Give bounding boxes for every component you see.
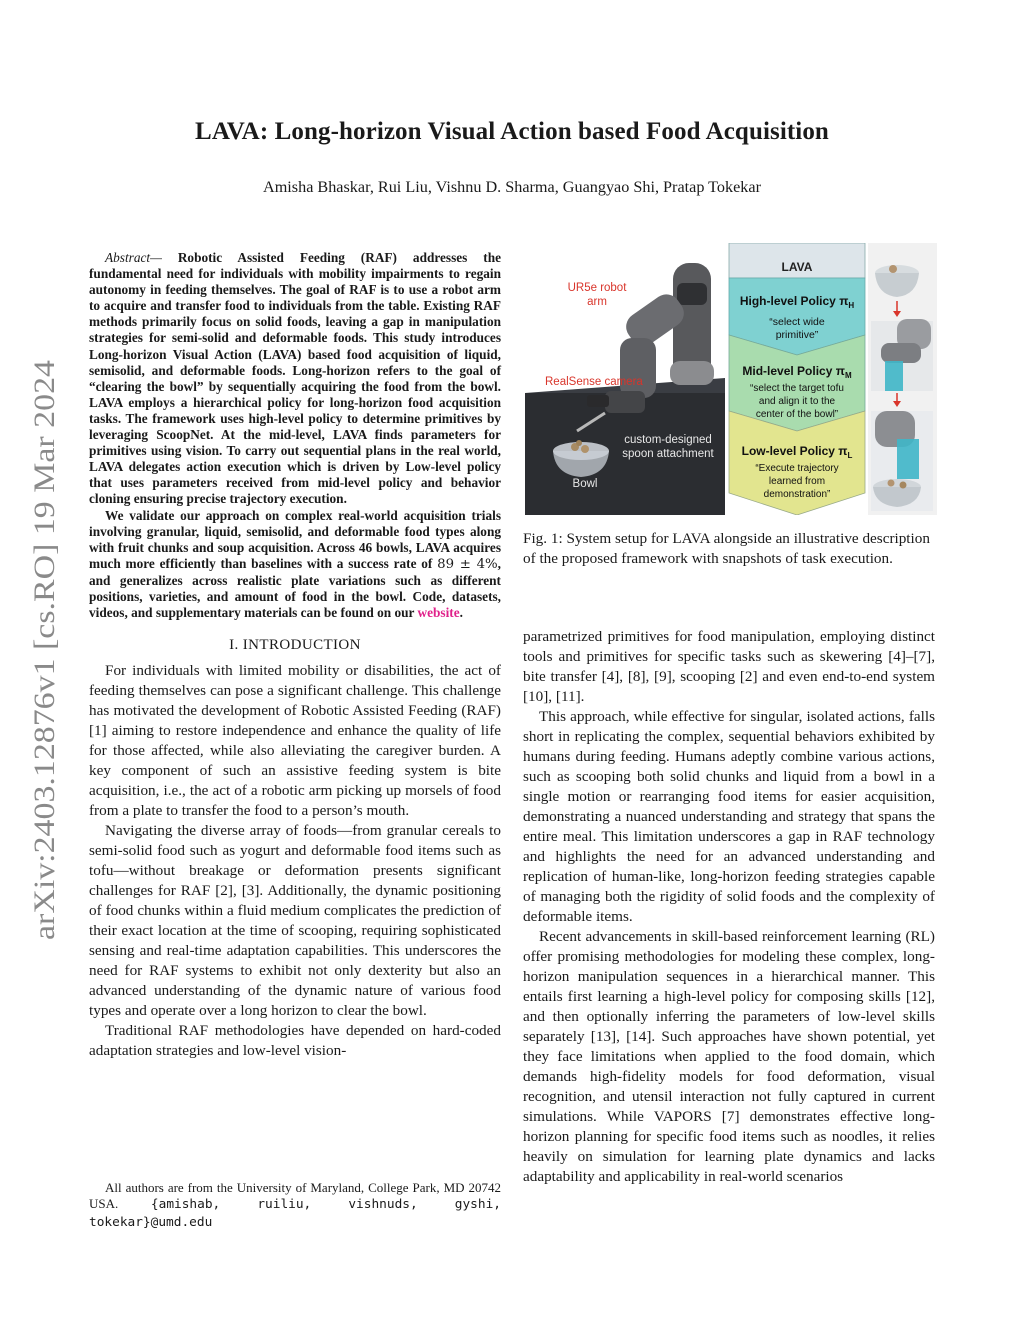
label-spoon-2: spoon attachment xyxy=(622,448,714,460)
intro-p2: Navigating the diverse array of foods—from granular cereals to semi-solid food such as yogurt and deformable food items such as tofu—without breakage or deformation presents significant challenges for RAF [2], [3]. Additionally, the dynamic positioning of food chunks within a fluid medium complicates the prediction of their exact location at the time of scooping, requiring sophisticated sensing and real-time adaptation capabilities. This underscores the need for RAF systems to exhibit not only dexterity but also an advanced understanding of the dynamic nature of various food types and operate over a long horizon to clear the bowl. xyxy=(89,822,501,1020)
intro-p3: Traditional RAF methodologies have depended on hard-coded adaptation strategies and low-level vision- xyxy=(89,1022,501,1060)
high-policy-desc: “select wide xyxy=(769,316,825,328)
abstract-p2b: , and generalizes across realistic plate variations such as different positions, varieties, and amount of food in the bowl. Code, datasets, videos, and supplementary materials can be found on our xyxy=(89,555,501,621)
arxiv-stamp xyxy=(26,350,66,950)
low-policy-title: Low-level Policy $\pi_L$ xyxy=(741,444,853,460)
left-column xyxy=(89,250,501,1061)
mid-policy-desc-3: center of the bowl” xyxy=(755,409,839,420)
footnote xyxy=(89,1180,501,1231)
footnote-emails: {amishab, ruiliu, vishnuds, gyshi, tokekar}@umd.edu xyxy=(89,1197,502,1230)
snapshot-3 xyxy=(871,411,933,511)
setup-photo xyxy=(525,243,725,515)
website-link[interactable]: website xyxy=(417,605,460,621)
low-policy-desc-2: learned from xyxy=(768,476,826,487)
abstract-p2a: We validate our approach on complex real-world acquisition trials involving granular, liquid, semisolid, and deformable food types along with fruit chunks and soup acquisition. Across 46 bowls, LAVA acquires much more efficiently than baselines with a success rate of xyxy=(89,507,501,571)
author-list: Amisha Bhaskar, Rui Liu, Vishnu D. Sharma, Guangyao Shi, Pratap Tokekar xyxy=(263,178,761,196)
abstract-label: Abstract— xyxy=(105,250,162,265)
mid-policy-desc-2: and align it to the xyxy=(758,396,836,407)
abstract-p1: Robotic Assisted Feeding (RAF) addresses the fundamental need for individuals with mobility impairments to regain autonomy in feeding themselves. The goal of RAF is to use a robot arm to acquire and transfer food to individuals from the table. Existing RAF methods primarily focus on solid foods, leaving a gap in manipulation strategies for semi-solid and deformable foods. This study introduces Long-horizon Visual Action (LAVA) based food acquisition of liquid, semisolid, and deformable foods. Long-horizon refers to the goal of “clearing the bowl” by sequentially acquiring the food from the bowl. LAVA employs a hierarchical policy for long-horizon food acquisition tasks. The framework uses high-level policy to determine primitives by leveraging ScoopNet. At the mid-level, LAVA finds parameters for primitives using vision. To carry out sequential plans in the real world, LAVA delegates action execution which is driven by Low-level policy that uses parameters received from mid-level policy and behavior cloning ensuring precise trajectory execution. xyxy=(89,250,501,507)
lava-hierarchy-diagram xyxy=(729,243,865,515)
mid-policy-title: Mid-level Policy $\pi_M$ xyxy=(742,364,852,380)
high-policy-desc-2: primitive” xyxy=(775,329,819,341)
right-p1: parametrized primitives for food manipulation, employing distinct tools and primitives for specific tasks such as skewering [4]–[7], bite transfer [4], [8], [9], scooping [2] and even end-to-end system [10], [11]. xyxy=(523,628,935,705)
arxiv-id: arXiv:2403.12876v1 [cs.RO] 19 Mar 2024 xyxy=(28,426,61,940)
abstract-end: . xyxy=(459,605,463,621)
label-robot-arm: UR5e robot xyxy=(567,282,627,294)
success-rate: 89 ± 4% xyxy=(437,556,498,572)
right-p2: This approach, while effective for singular, isolated actions, falls short in replicating the complex, sequential behaviors exhibited by humans during feeding. Humans adeptly combine various actions, such as scooping both solid chunks and liquid from a bowl in a single motion or rearranging food items for easier acquisition, demonstrating a nuanced understanding and strategy that spans the entire meal. This limitation underscores a gap in RAF technology and highlights the need for an advanced understanding and replication of human-like, long-horizon feeding strategies capable of managing both the rigidity of solid foods and the complexity of deformable items. xyxy=(523,708,935,925)
intro-p1: For individuals with limited mobility or disabilities, the act of feeding themselves can pose a significant challenge. This challenge has motivated the development of Robotic Assisted Feeding (RAF) [1] aiming to restore independence and enhance the quality of life for those affected, while also alleviating the caregiver burden. A key component of such an assistive feeding system is bite acquisition, i.e., the act of a robotic arm picking up morsels of food from a plate to transfer the food to a person’s mouth. xyxy=(89,662,501,820)
label-robot-arm-2: arm xyxy=(587,296,607,308)
low-policy-desc-3: demonstration” xyxy=(763,489,831,500)
task-snapshots xyxy=(868,243,937,515)
right-p3: Recent advancements in skill-based reinforcement learning (RL) offer promising methodologies for modeling these complex, long-horizon manipulation sequences in a hierarchical manner. This entails first learning a high-level policy for composing skills [12], and then optionally inferring the parameters of low-level skills separately [13], [14]. Such approaches have shown potential, yet they face limitations when applied to the food domain, which demands high-fidelity models for food deformation, visual recognition, and utensil interaction not fully captured in current simulations. While VAPORS [7] demonstrates effective long-horizon planning for specific food items such as noodles, it relies heavily on simulation for learning plate dynamics and lacks adaptability and applicability in real-world scenarios xyxy=(523,928,935,1185)
figure-1-caption: Fig. 1: System setup for LAVA alongside an illustrative description of the proposed framework with snapshots of task execution. xyxy=(523,530,930,567)
label-spoon: custom-designed xyxy=(624,434,712,446)
low-policy-desc: “Execute trajectory xyxy=(755,463,839,474)
paper-title: LAVA: Long-horizon Visual Action based Food Acquisition xyxy=(195,118,829,145)
lava-label: LAVA xyxy=(781,260,813,274)
right-column xyxy=(523,627,935,1187)
high-policy-title: High-level Policy $\pi_H$ xyxy=(739,294,855,310)
section-heading-introduction: I. INTRODUCTION xyxy=(229,637,361,654)
label-camera: RealSense camera xyxy=(545,376,643,388)
intro-body xyxy=(89,661,501,1061)
label-bowl: Bowl xyxy=(572,478,598,490)
figure-1 xyxy=(525,243,937,515)
mid-policy-desc: “select the target tofu xyxy=(750,383,844,394)
abstract xyxy=(89,250,501,621)
footnote-text: All authors are from the University of Maryland, College Park, MD 20742 USA. xyxy=(89,1180,501,1212)
